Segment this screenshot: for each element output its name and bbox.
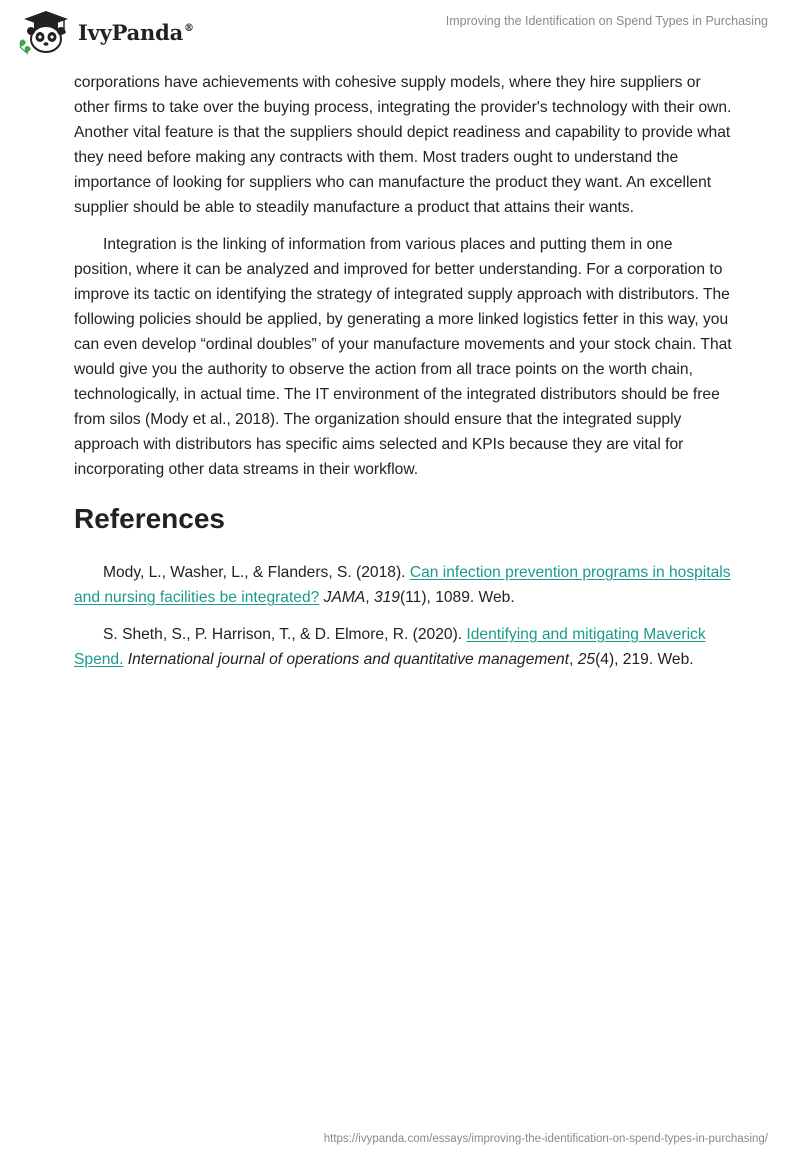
body-paragraph: corporations have achievements with cohesive supply models, where they hire suppliers or other firms to take over the buying process, integrating the provider's technology with their own. Another vital feature is that the suppliers should depict readiness and capability to provide what they need before making any contracts with them. Most traders ought to understand the importance of looking for suppliers who can manufacture the product they want. An excellent supplier should be able to steadily manufacture a product that attains their wants. [74,74,732,216]
ivypanda-logo[interactable] [16,9,216,55]
references-heading: References [74,503,225,534]
reference-volume: 319 [373,589,400,606]
reference-volume: 25 [577,651,596,668]
page-header [0,0,800,60]
reference-item: Mody, L., Washer, L., & Flanders, S. (2018). Can infection prevention programs in hospitals and nursing facilities be integrated? JAMA, 319(11), 1089. Web. [74,564,731,606]
reference-journal: International journal of operations and quantitative management [127,651,570,668]
reference-title-link[interactable]: Identifying and mitigating Maverick Spend. [74,626,706,668]
reference-authors: Mody, L., Washer, L., & Flanders, S. (2018). [103,564,410,581]
registered-mark: ® [184,22,194,34]
reference-item: S. Sheth, S., P. Harrison, T., & D. Elmore, R. (2020). Identifying and mitigating Maverick Spend. International journal of operations and quantitative management, 25(4), 219. Web. [74,626,706,668]
reference-authors: S. Sheth, S., P. Harrison, T., & D. Elmore, R. (2020). [103,626,467,643]
document-title: Improving the Identification on Spend Types in Purchasing [445,14,768,28]
footer-url[interactable]: https://ivypanda.com/essays/improving-the-identification-on-spend-types-in-purchasing/ [323,1133,768,1145]
reference-issue-pages: (11), 1089. Web. [399,589,515,606]
brand-name: IvyPanda® [78,19,194,45]
body-paragraph: Integration is the linking of information from various places and putting them in one position, where it can be analyzed and improved for better understanding. For a corporation to improve its tactic on identifying the strategy of integrated supply approach with distributors. The following policies should be applied, by generating a more linked logistics fetter in this way, you can even develop “ordinal doubles” of your manufacture movements and your stock chain. That would give you the authority to observe the action from all trace points on the worth chain, technologically, in actual time. The IT environment of the integrated distributors should be free from silos (Mody et al., 2018). The organization should ensure that the integrated supply approach with distributors has specific aims selected and KPIs because they are vital for incorporating other data streams in their workflow. [74,236,732,478]
panda-graduate-icon [16,9,74,55]
reference-journal: JAMA [323,589,366,606]
reference-issue-pages: (4), 219. Web. [595,651,694,668]
reference-title-link[interactable]: Can infection prevention programs in hospitals and nursing facilities be integrated? [74,564,731,606]
essay-content [74,70,734,684]
